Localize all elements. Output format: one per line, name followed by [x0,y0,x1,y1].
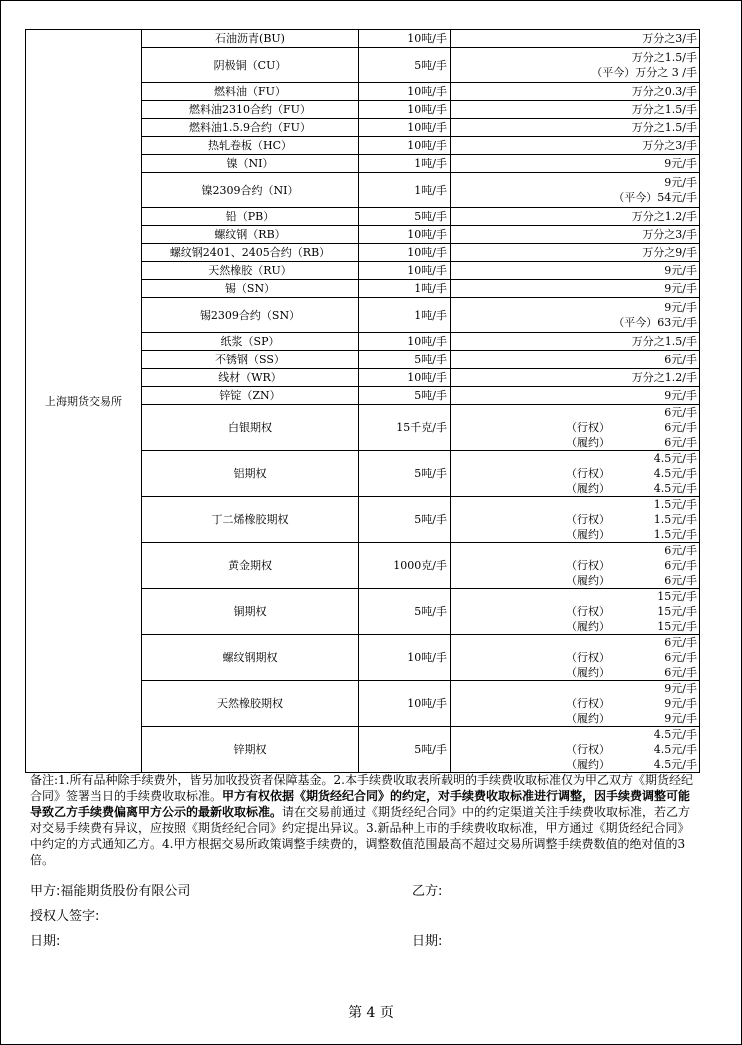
trading-unit: 10吨/手 [359,681,451,727]
fee-value: （平今）万分之 3 /手 [591,66,697,79]
trading-unit: 1吨/手 [359,280,451,298]
perform-label: （履约） [566,712,610,725]
contract-name: 锡（SN） [142,280,359,298]
fee-value: 9元/手 [664,157,697,170]
fee-value: 15元/手 [657,605,697,618]
option-fee-cell [451,727,700,773]
perform-label: （履约） [566,620,610,633]
fee-value: 9元/手 [664,712,697,725]
contract-name: 螺纹钢（RB） [142,226,359,244]
option-fee-lines [451,451,697,496]
perform-label: （履约） [566,666,610,679]
option-name: 丁二烯橡胶期权 [142,497,359,543]
authorized-signature: 授权人签字: [30,909,100,924]
exchange-cell: 上海期货交易所 [26,30,142,773]
fee-value: 万分之1.5/手 [631,335,697,348]
perform-label: （履约） [566,436,610,449]
fee-cell [451,119,700,137]
contract-name: 热轧卷板（HC） [142,137,359,155]
fee-line [451,619,697,634]
contract-name: 石油沥青(BU) [142,30,359,48]
fee-line [451,435,697,450]
fee-line [451,711,697,726]
trading-unit: 5吨/手 [359,48,451,83]
fee-line [451,451,697,466]
option-fee-lines [451,543,697,588]
fee-line [451,527,697,542]
option-fee-cell [451,543,700,589]
fee-value: （平今）63元/手 [613,316,697,329]
fee-value: 万分之1.5/手 [631,103,697,116]
option-fee-cell [451,681,700,727]
remarks-part1: 备注:1.所有品种除手续费外，皆另加收投资者保障基金。2.本手续费收取表所载明的手续费收取标准仅为甲乙双方《期货经纪合同》签署当日的手续费收取标准。 [30,773,693,803]
trading-unit: 10吨/手 [359,244,451,262]
option-fee-cell [451,635,700,681]
contract-name: 不锈钢（SS） [142,351,359,369]
trading-unit: 15千克/手 [359,405,451,451]
option-name: 白银期权 [142,405,359,451]
contract-name: 线材（WR） [142,369,359,387]
fee-value: 4.5元/手 [653,482,697,495]
fee-value: 9元/手 [664,682,697,695]
fee-cell [451,333,700,351]
fee-value: 9元/手 [664,697,697,710]
option-name: 锌期权 [142,727,359,773]
fee-cell [451,30,700,48]
option-name: 天然橡胶期权 [142,681,359,727]
fee-value: 万分之3/手 [642,32,697,45]
fee-cell [451,244,700,262]
contract-name: 阴极铜（CU） [142,48,359,83]
fee-value: 4.5元/手 [653,743,697,756]
fee-line [451,497,697,512]
exercise-label: （行权） [566,605,610,618]
remarks-bold: 甲方有权依据《期货经纪合同》的约定，对手续费收取标准进行调整，因手续费调整可能导致乙方手续费偏离甲方公示的最新收取标准。 [30,789,691,819]
fee-value: 15元/手 [657,590,697,603]
fee-value: 万分之0.3/手 [631,85,697,98]
trading-unit: 10吨/手 [359,83,451,101]
perform-label: （履约） [566,574,610,587]
perform-label: （履约） [566,528,610,541]
fee-line [451,405,697,420]
fee-value: 6元/手 [664,436,697,449]
option-fee-cell [451,405,700,451]
remarks-part2: 请在交易前通过《期货经纪合同》中的约定渠道关注手续费收取标准，若乙方对交易手续费有异议，应按照《期货经纪合同》约定提出异议。3.新品种上市的手续费收取标准，甲方通过《期货经纪合同》中约定的方式通知乙方。4.甲方根据交易所政策调整手续费的，调整数值范围最高不超过交易所调整手续费数值的绝对值的3倍。 [30,805,691,867]
fee-line [451,543,697,558]
fee-cell [451,351,700,369]
perform-label: （履约） [566,758,610,771]
contract-name: 镍（NI） [142,155,359,173]
fee-value: 4.5元/手 [653,467,697,480]
party-b: 乙方: [412,884,443,899]
fee-value: 万分之1.5/手 [631,51,697,64]
fee-line [451,665,697,680]
fee-value: 15元/手 [657,620,697,633]
trading-unit: 5吨/手 [359,351,451,369]
fee-cell [451,83,700,101]
fee-value: 万分之1.5/手 [631,121,697,134]
contract-name: 锌锭（ZN） [142,387,359,405]
fee-value: 9元/手 [664,264,697,277]
fee-cell [451,298,700,333]
fee-value: 6元/手 [664,651,697,664]
fee-line [451,512,697,527]
trading-unit: 1吨/手 [359,298,451,333]
trading-unit: 1吨/手 [359,155,451,173]
fee-line [451,635,697,650]
remarks [30,772,700,868]
fee-cell [451,280,700,298]
fee-line [451,573,697,588]
fee-line [451,481,697,496]
fee-value: 万分之3/手 [642,228,697,241]
fee-value: 6元/手 [664,353,697,366]
party-a: 甲方:福能期货股份有限公司 [30,884,191,899]
fee-line [451,681,697,696]
contract-name: 燃料油（FU） [142,83,359,101]
option-fee-cell [451,589,700,635]
exercise-label: （行权） [566,559,610,572]
fee-table [25,29,700,773]
fee-value: 6元/手 [664,421,697,434]
contract-name: 镍2309合约（NI） [142,173,359,208]
option-fee-lines [451,589,697,634]
date-party-a: 日期: [30,934,61,949]
exercise-label: （行权） [566,697,610,710]
exercise-label: （行权） [566,421,610,434]
fee-value: 9元/手 [664,176,697,189]
fee-value: 万分之3/手 [642,139,697,152]
trading-unit: 5吨/手 [359,497,451,543]
perform-label: （履约） [566,482,610,495]
fee-line [451,696,697,711]
option-fee-lines [451,497,697,542]
option-fee-lines [451,727,697,772]
option-fee-cell [451,497,700,543]
contract-name: 铅（PB） [142,208,359,226]
contract-name: 天然橡胶（RU） [142,262,359,280]
option-name: 铝期权 [142,451,359,497]
option-name: 铜期权 [142,589,359,635]
option-fee-lines [451,635,697,680]
trading-unit: 1吨/手 [359,173,451,208]
contract-name: 燃料油2310合约（FU） [142,101,359,119]
option-fee-lines [451,681,697,726]
trading-unit: 1000克/手 [359,543,451,589]
trading-unit: 5吨/手 [359,387,451,405]
fee-value: 9元/手 [664,389,697,402]
exercise-label: （行权） [566,467,610,480]
fee-line [451,558,697,573]
fee-value: 9元/手 [664,301,697,314]
fee-cell [451,387,700,405]
option-name: 黄金期权 [142,543,359,589]
fee-line [451,727,697,742]
fee-value: 6元/手 [664,574,697,587]
fee-line [451,742,697,757]
fee-line [451,757,697,772]
fee-line [451,604,697,619]
fee-cell [451,101,700,119]
fee-line [451,589,697,604]
trading-unit: 10吨/手 [359,635,451,681]
fee-line [451,420,697,435]
fee-cell [451,48,700,83]
fee-cell [451,155,700,173]
fee-value: 1.5元/手 [653,528,697,541]
table-row [26,30,700,48]
contract-name: 纸浆（SP） [142,333,359,351]
option-fee-cell [451,451,700,497]
fee-cell [451,262,700,280]
trading-unit: 10吨/手 [359,101,451,119]
contract-name: 锡2309合约（SN） [142,298,359,333]
page-number: 第 4 页 [348,1005,394,1021]
exercise-label: （行权） [566,743,610,756]
trading-unit: 10吨/手 [359,119,451,137]
fee-cell [451,226,700,244]
fee-value: 1.5元/手 [653,513,697,526]
trading-unit: 5吨/手 [359,208,451,226]
option-fee-lines [451,405,697,450]
trading-unit: 5吨/手 [359,589,451,635]
fee-value: 4.5元/手 [653,452,697,465]
trading-unit: 10吨/手 [359,137,451,155]
fee-value: 6元/手 [664,559,697,572]
fee-cell [451,173,700,208]
fee-value: 万分之1.2/手 [631,210,697,223]
fee-line [451,650,697,665]
trading-unit: 10吨/手 [359,262,451,280]
fee-cell [451,137,700,155]
fee-value: （平今）54元/手 [613,191,697,204]
fee-value: 6元/手 [664,636,697,649]
option-name: 螺纹钢期权 [142,635,359,681]
fee-value: 4.5元/手 [653,758,697,771]
fee-cell [451,369,700,387]
fee-cell [451,208,700,226]
fee-value: 6元/手 [664,544,697,557]
fee-value: 1.5元/手 [653,498,697,511]
date-party-b: 日期: [412,934,443,949]
fee-value: 万分之1.2/手 [631,371,697,384]
fee-value: 6元/手 [664,406,697,419]
trading-unit: 5吨/手 [359,451,451,497]
contract-name: 燃料油1.5.9合约（FU） [142,119,359,137]
fee-value: 9元/手 [664,282,697,295]
contract-name: 螺纹钢2401、2405合约（RB） [142,244,359,262]
exercise-label: （行权） [566,513,610,526]
exercise-label: （行权） [566,651,610,664]
fee-value: 6元/手 [664,666,697,679]
fee-line [451,466,697,481]
fee-value: 万分之9/手 [642,246,697,259]
trading-unit: 10吨/手 [359,333,451,351]
trading-unit: 10吨/手 [359,369,451,387]
trading-unit: 5吨/手 [359,727,451,773]
trading-unit: 10吨/手 [359,226,451,244]
trading-unit: 10吨/手 [359,30,451,48]
fee-value: 4.5元/手 [653,728,697,741]
